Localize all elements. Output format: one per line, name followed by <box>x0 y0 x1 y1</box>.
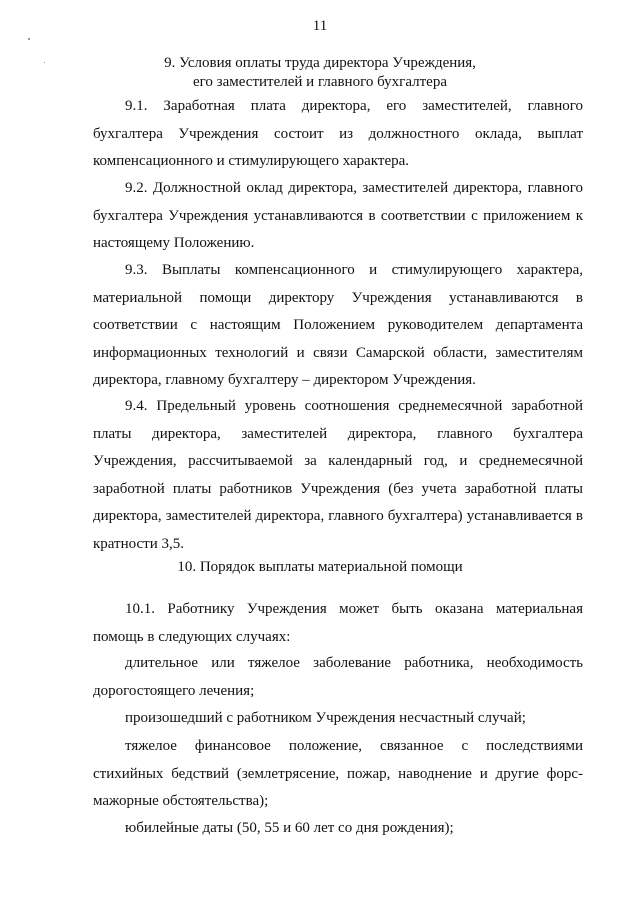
paragraph-9-2: 9.2. Должностной оклад директора, заместителей директора, главного бухгалтера Учреждения устанавливаются в соответствии с приложением к настоящему Положению. <box>93 180 583 251</box>
list-item: тяжелое финансовое положение, связанное с последствиями стихийных бедствий (землетрясение, пожар, наводнение и другие форс-мажорные обстоятельства); <box>93 738 583 809</box>
list-item: длительное или тяжелое заболевание работника, необходимость дорогостоящего лечения; <box>93 655 583 699</box>
section-10-heading: 10. Порядок выплаты материальной помощи <box>177 559 463 575</box>
paragraph-10-1: 10.1. Работнику Учреждения может быть оказана материальная помощь в следующих случаях: <box>93 601 583 645</box>
section-9-heading-line-1: 9. Условия оплаты труда директора Учреждения, <box>164 55 476 71</box>
paragraph-9-3: 9.3. Выплаты компенсационного и стимулирующего характера, материальной помощи директору Учреждения устанавливаются в соответствии с настоящим Положением руководителем департамента информационных технологий и связи Самарской области, заместителям директора, главному бухгалтеру – директором Учреждения. <box>93 262 583 388</box>
section-9-heading-line-2: его заместителей и главного бухгалтера <box>193 74 447 90</box>
list-item: юбилейные даты (50, 55 и 60 лет со дня рождения); <box>125 820 454 836</box>
scan-speck <box>28 38 30 40</box>
page-number: 11 <box>312 18 328 34</box>
list-item: произошедший с работником Учреждения несчастный случай; <box>125 710 526 726</box>
paragraph-9-4: 9.4. Предельный уровень соотношения среднемесячной заработной платы директора, заместителей директора, главного бухгалтера Учреждения, рассчитываемой за календарный год, и среднемесячной заработной платы работников Учреждения (без учета заработной платы директора, заместителей директора, главного бухгалтера) устанавливается в кратности 3,5. <box>93 398 583 552</box>
paragraph-9-1: 9.1. Заработная плата директора, его заместителей, главного бухгалтера Учреждения состоит из должностного оклада, выплат компенсационного и стимулирующего характера. <box>93 98 583 169</box>
